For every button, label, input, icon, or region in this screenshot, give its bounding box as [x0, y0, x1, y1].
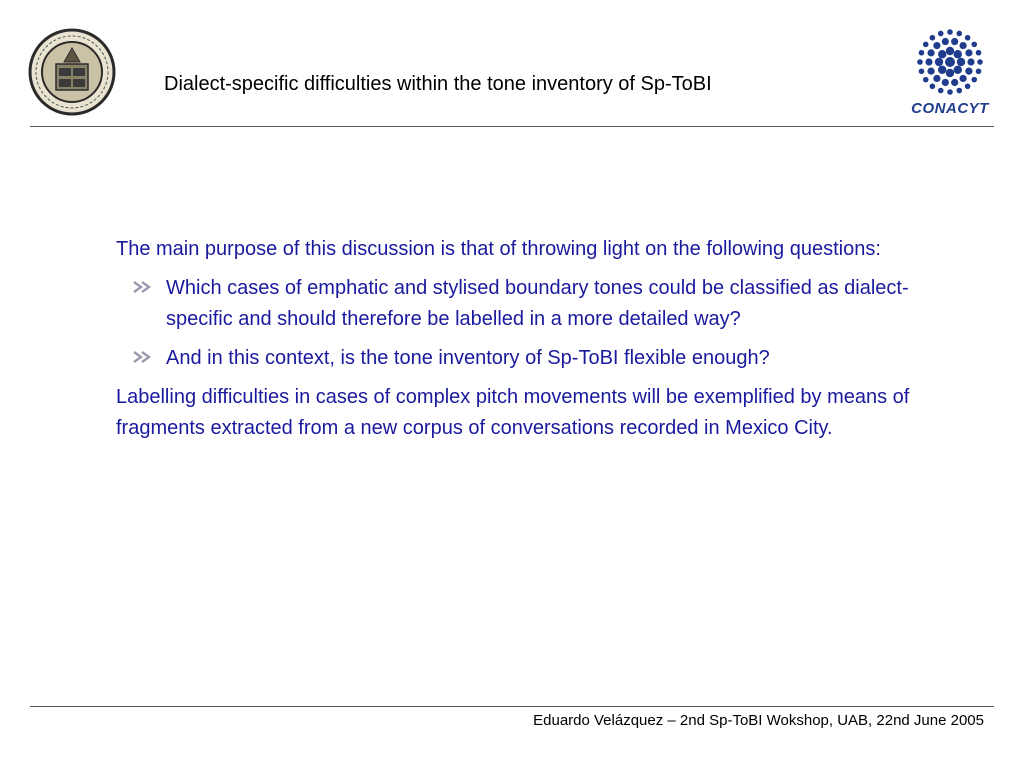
- logo-dot: [977, 59, 983, 65]
- logo-dot: [967, 58, 974, 65]
- double-chevron-right-icon: [132, 280, 154, 294]
- logo-dot: [976, 50, 982, 56]
- logo-dot: [927, 49, 934, 56]
- logo-dot: [965, 83, 971, 89]
- logo-dot: [923, 42, 929, 48]
- logo-dot: [919, 50, 925, 56]
- conacyt-logo-text: CONACYT: [911, 100, 989, 117]
- page-title: Dialect-specific difficulties within the tone inventory of Sp-ToBI: [164, 73, 712, 95]
- logo-dot: [946, 47, 954, 55]
- list-item-text: Which cases of emphatic and stylised boundary tones could be classified as dialect-specific and should therefore be labelled in a more detailed way?: [166, 277, 909, 330]
- logo-dot: [947, 29, 953, 35]
- header-divider: [30, 126, 994, 127]
- logo-dot: [959, 75, 966, 82]
- logo-dot: [938, 50, 946, 58]
- logo-dot: [942, 38, 949, 45]
- logo-dot: [956, 88, 962, 94]
- logo-dot: [957, 58, 965, 66]
- question-list: [116, 273, 916, 374]
- logo-dot: [971, 77, 977, 83]
- logo-dot: [923, 77, 929, 83]
- logo-dot: [933, 42, 940, 49]
- logo-dot: [976, 68, 982, 74]
- intro-paragraph: The main purpose of this discussion is that of throwing light on the following questions:: [116, 238, 881, 260]
- closing-paragraph: Labelling difficulties in cases of complex pitch movements will be exemplified by means of fragments extracted from a new corpus of conversations recorded in Mexico City.: [116, 386, 910, 439]
- logo-dot: [951, 38, 958, 45]
- logo-dot: [954, 50, 962, 58]
- list-item: [116, 273, 916, 335]
- double-chevron-right-icon: [132, 350, 154, 364]
- list-item: [116, 343, 916, 374]
- logo-dot: [919, 68, 925, 74]
- logo-dot: [938, 88, 944, 94]
- logo-dot: [925, 58, 932, 65]
- logo-dot: [947, 89, 953, 95]
- logo-dot: [965, 49, 972, 56]
- logo-dot: [959, 42, 966, 49]
- logo-dot: [917, 59, 923, 65]
- logo-dot: [942, 79, 949, 86]
- footer-divider: [30, 706, 994, 707]
- logo-dot: [930, 83, 936, 89]
- logo-dot: [956, 31, 962, 37]
- logo-dot: [930, 35, 936, 41]
- conacyt-logo-icon: [900, 24, 1000, 102]
- logo-dot: [938, 31, 944, 37]
- logo-dot: [965, 68, 972, 75]
- logo-dot: [954, 66, 962, 74]
- list-item-text: And in this context, is the tone inventory of Sp-ToBI flexible enough?: [166, 347, 770, 369]
- logo-dot: [965, 35, 971, 41]
- university-seal-icon: [28, 28, 116, 116]
- logo-dot: [935, 58, 943, 66]
- slide-body: [116, 234, 916, 452]
- conacyt-logo: [900, 24, 1000, 124]
- logo-dot: [938, 66, 946, 74]
- logo-dot: [951, 79, 958, 86]
- logo-dot: [945, 57, 955, 67]
- logo-dot: [933, 75, 940, 82]
- logo-dot: [971, 42, 977, 48]
- slide-header: [0, 0, 1024, 128]
- footer-credit: Eduardo Velázquez – 2nd Sp-ToBI Wokshop, UAB, 22nd June 2005: [533, 712, 984, 729]
- logo-dot: [927, 68, 934, 75]
- logo-dot: [946, 69, 954, 77]
